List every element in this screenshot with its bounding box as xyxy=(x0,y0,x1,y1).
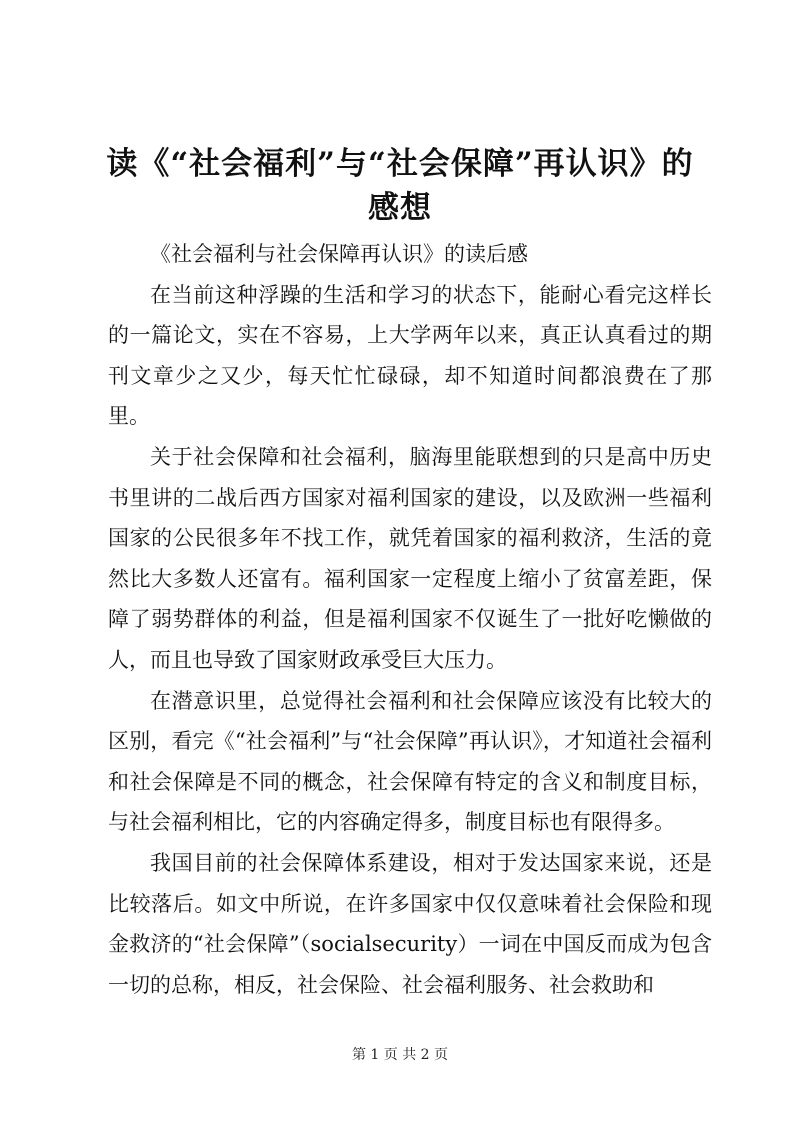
body-paragraph: 在当前这种浮躁的生活和学习的状态下，能耐心看完这样长的一篇论文，实在不容易，上大学两年以来，真正认真看过的期刊文章少之又少，每天忙忙碌碌，却不知道时间都浪费在了那里。 xyxy=(108,282,712,429)
document-title: 读《“社会福利”与“社会保障”再认识》的感想 xyxy=(106,146,694,226)
body-paragraph: 在潜意识里，总觉得社会福利和社会保障应该没有比较大的区别，看完《“社会福利”与“社会保障”再认识》，才知道社会福利和社会保障是不同的概念，社会保障有特定的含义和制度目标，与社会福利相比，它的内容确定得多，制度目标也有限得多。 xyxy=(108,688,712,835)
body-paragraph: 关于社会保障和社会福利，脑海里能联想到的只是高中历史书里讲的二战后西方国家对福利国家的建设，以及欧洲一些福利国家的公民很多年不找工作，就凭着国家的福利救济，生活的竟然比大多数人还富有。福利国家一定程度上缩小了贫富差距，保障了弱势群体的利益，但是福利国家不仅诞生了一批好吃懒做的人，而且也导致了国家财政承受巨大压力。 xyxy=(108,444,712,672)
body-paragraph: 我国目前的社会保障体系建设，相对于发达国家来说，还是比较落后。如文中所说，在许多国家中仅仅意味着社会保险和现金救济的“社会保障”（socialsecurity）一词在中国反而成为包含一切的总称，相反，社会保险、社会福利服务、社会救助和 xyxy=(108,850,712,997)
page-footer: 第 1 页 共 2 页 xyxy=(351,1047,449,1063)
document-body xyxy=(108,234,712,1005)
subtitle-paragraph: 《社会福利与社会保障再认识》的读后感 xyxy=(150,242,528,266)
